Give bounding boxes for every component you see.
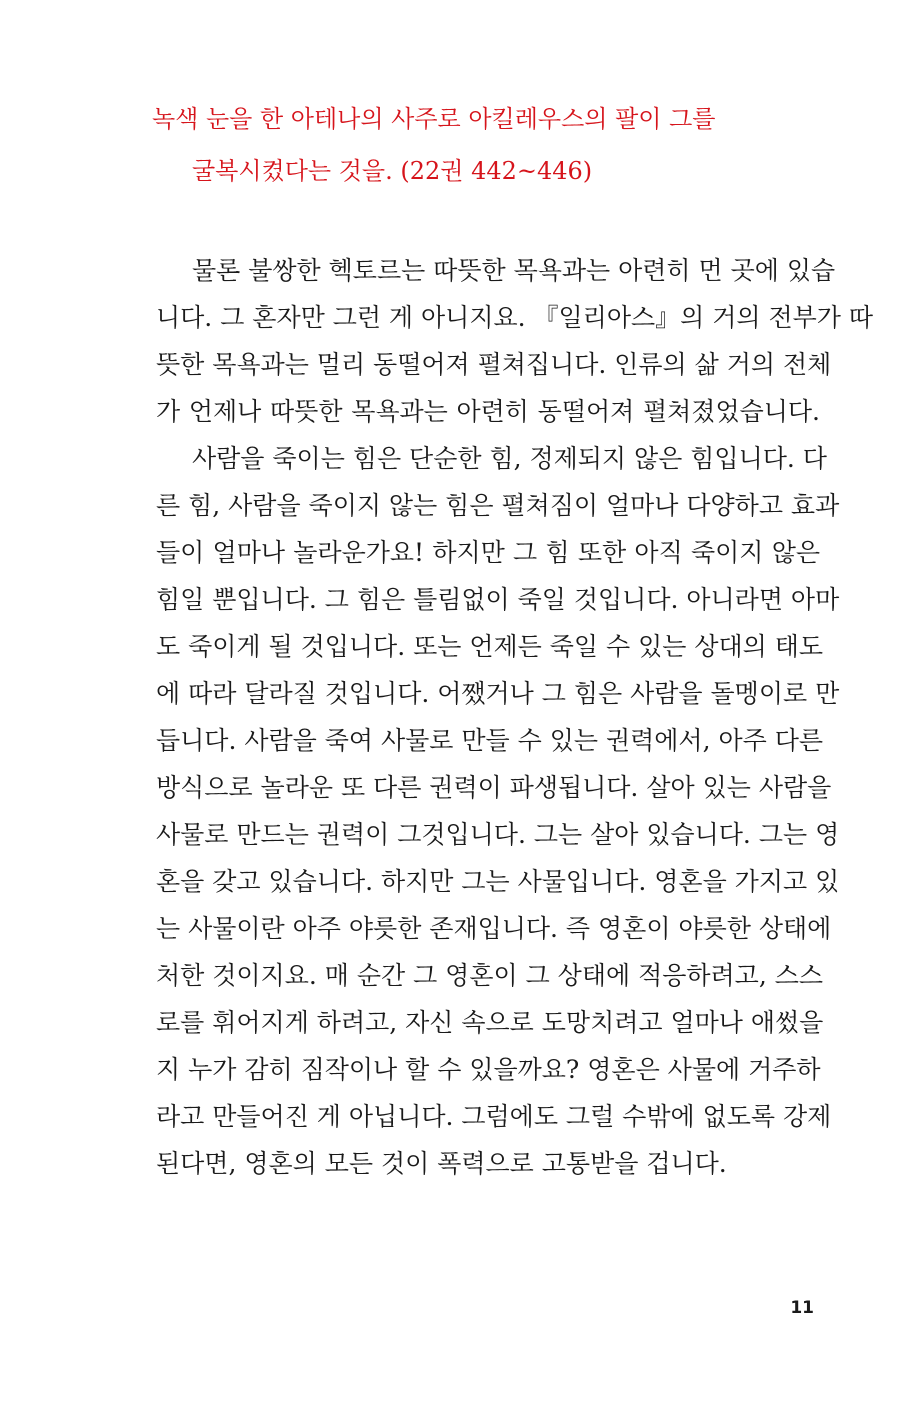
text-line: 혼을 갖고 있습니다. 하지만 그는 사물입니다. 영혼을 가지고 있 bbox=[156, 867, 840, 896]
red-quote-block bbox=[152, 104, 832, 186]
text-line: 듭니다. 사람을 죽여 사물로 만들 수 있는 권력에서, 아주 다른 bbox=[156, 726, 824, 755]
text-line: 도 죽이게 될 것입니다. 또는 언제든 죽일 수 있는 상대의 태도 bbox=[156, 632, 824, 661]
quote-line: 녹색 눈을 한 아테나의 사주로 아킬레우스의 팔이 그를 bbox=[152, 105, 716, 133]
quote-line: 굴복시켰다는 것을. (22권 442~446) bbox=[192, 157, 593, 185]
text-line: 사람을 죽이는 힘은 단순한 힘, 정제되지 않은 힘입니다. 다 bbox=[192, 444, 827, 473]
text-line: 방식으로 놀라운 또 다른 권력이 파생됩니다. 살아 있는 사람을 bbox=[156, 773, 832, 802]
text-line: 에 따라 달라질 것입니다. 어쨌거나 그 힘은 사람을 돌멩이로 만 bbox=[156, 679, 840, 708]
text-line: 는 사물이란 아주 야릇한 존재입니다. 즉 영혼이 야릇한 상태에 bbox=[156, 914, 832, 943]
text-line: 가 언제나 따뜻한 목욕과는 아련히 동떨어져 펼쳐졌었습니다. bbox=[156, 397, 820, 426]
text-line: 된다면, 영혼의 모든 것이 폭력으로 고통받을 겁니다. bbox=[156, 1149, 727, 1178]
paragraph-2 bbox=[156, 435, 840, 1187]
text-line: 처한 것이지요. 매 순간 그 영혼이 그 상태에 적응하려고, 스스 bbox=[156, 961, 824, 990]
text-line: 로를 휘어지게 하려고, 자신 속으로 도망치려고 얼마나 애썼을 bbox=[156, 1008, 824, 1037]
page-number: 11 bbox=[790, 1298, 814, 1318]
text-line: 사물로 만드는 권력이 그것입니다. 그는 살아 있습니다. 그는 영 bbox=[156, 820, 840, 849]
text-line: 물론 불쌍한 헥토르는 따뜻한 목욕과는 아련히 먼 곳에 있습 bbox=[192, 256, 836, 285]
paragraph-1 bbox=[156, 247, 874, 435]
text-line: 른 힘, 사람을 죽이지 않는 힘은 펼쳐짐이 얼마나 다양하고 효과 bbox=[156, 491, 840, 520]
text-line: 뜻한 목욕과는 멀리 동떨어져 펼쳐집니다. 인류의 삶 거의 전체 bbox=[156, 350, 832, 379]
text-line: 힘일 뿐입니다. 그 힘은 틀림없이 죽일 것입니다. 아니라면 아마 bbox=[156, 585, 840, 614]
text-line: 라고 만들어진 게 아닙니다. 그럼에도 그럴 수밖에 없도록 강제 bbox=[156, 1102, 832, 1131]
text-line: 지 누가 감히 짐작이나 할 수 있을까요? 영혼은 사물에 거주하 bbox=[156, 1055, 821, 1084]
body-text bbox=[156, 247, 874, 1187]
text-line: 니다. 그 혼자만 그런 게 아니지요. 『일리아스』의 거의 전부가 따 bbox=[156, 303, 874, 332]
text-line: 들이 얼마나 놀라운가요! 하지만 그 힘 또한 아직 죽이지 않은 bbox=[156, 538, 820, 567]
